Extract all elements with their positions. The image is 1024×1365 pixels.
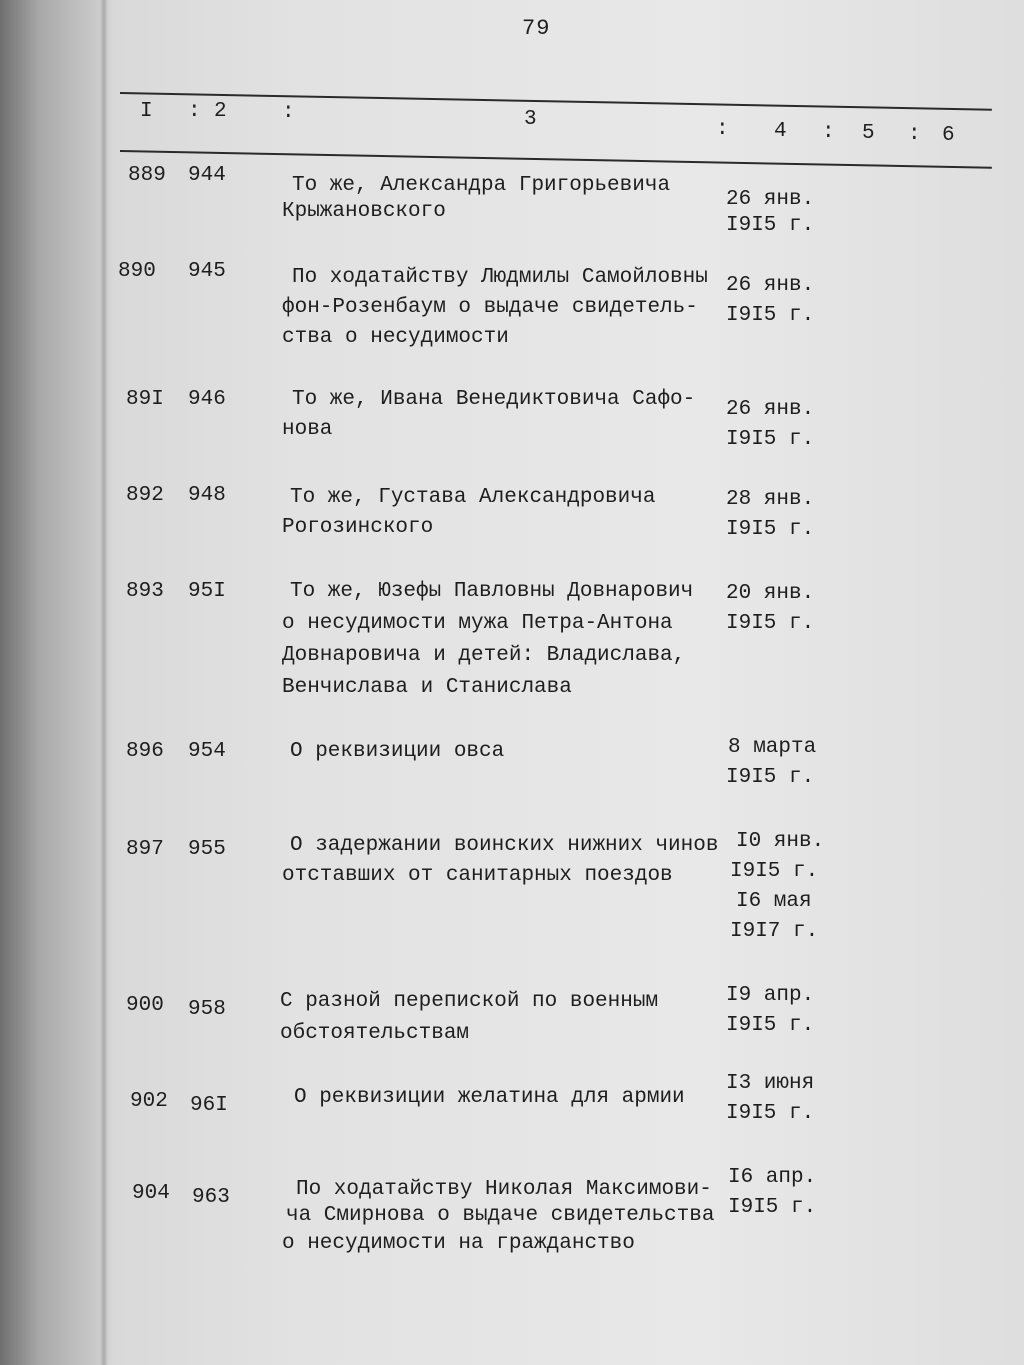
header-col-1: I: [140, 100, 153, 123]
row-10-date-line-2: I9I5 г.: [728, 1196, 817, 1219]
row-3-date-line-2: I9I5 г.: [726, 428, 815, 451]
row-9-date-line-1: I3 июня: [726, 1072, 815, 1095]
row-5-date-line-1: 20 янв.: [726, 582, 815, 605]
row-8-text-line-2: обстоятельствам: [280, 1022, 470, 1045]
header-col-2: 2: [214, 100, 227, 123]
row-9-text-line-1: О реквизиции желатина для армии: [294, 1086, 685, 1109]
row-2-col-1: 890: [118, 260, 156, 283]
row-9-date-line-2: I9I5 г.: [726, 1102, 815, 1125]
row-1-text-line-2: Крыжановского: [282, 200, 446, 223]
row-7-col-2: 955: [188, 838, 226, 861]
row-5-date-line-2: I9I5 г.: [726, 612, 815, 635]
row-8-date-line-2: I9I5 г.: [726, 1014, 815, 1037]
row-2-text-line-3: ства о несудимости: [282, 326, 509, 349]
header-sep-5: :: [908, 123, 921, 146]
row-8-text-line-1: С разной перепиской по военным: [280, 990, 659, 1013]
row-6-date-line-1: 8 марта: [728, 736, 817, 759]
row-7-text-line-2: отставших от санитарных поездов: [282, 864, 673, 887]
row-7-date-line-3: I6 мая: [736, 890, 812, 913]
header-sep-2: :: [282, 101, 295, 124]
row-10-col-2: 963: [192, 1186, 230, 1209]
row-7-date-line-4: I9I7 г.: [730, 920, 819, 943]
row-10-date-line-1: I6 апр.: [728, 1166, 817, 1189]
header-top-rule: [120, 92, 992, 111]
row-6-col-1: 896: [126, 740, 164, 763]
row-5-text-line-1: То же, Юзефы Павловны Довнарович: [290, 580, 694, 603]
row-4-text-line-1: То же, Густава Александровича: [290, 486, 656, 509]
row-3-col-2: 946: [188, 388, 226, 411]
row-5-text-line-2: о несудимости мужа Петра-Антона: [282, 612, 673, 635]
row-8-col-1: 900: [126, 994, 164, 1017]
row-6-date-line-2: I9I5 г.: [726, 766, 815, 789]
header-sep-4: :: [822, 121, 835, 144]
row-4-col-2: 948: [188, 484, 226, 507]
row-7-col-1: 897: [126, 838, 164, 861]
row-4-text-line-2: Рогозинского: [282, 516, 434, 539]
row-9-col-2: 96I: [190, 1094, 228, 1117]
row-7-text-line-1: О задержании воинских нижних чинов: [290, 834, 719, 857]
row-1-text-line-1: То же, Александра Григорьевича: [292, 174, 671, 197]
row-5-text-line-3: Довнаровича и детей: Владислава,: [282, 644, 686, 667]
row-5-col-1: 893: [126, 580, 164, 603]
header-col-6: 6: [942, 124, 955, 147]
header-col-5: 5: [862, 122, 875, 145]
header-col-3: 3: [524, 108, 537, 131]
row-1-col-2: 944: [188, 164, 226, 187]
row-3-text-line-1: То же, Ивана Венедиктовича Сафо-: [292, 388, 696, 411]
row-5-text-line-4: Венчислава и Станислава: [282, 676, 572, 699]
row-2-date-line-1: 26 янв.: [726, 274, 815, 297]
row-6-col-2: 954: [188, 740, 226, 763]
row-6-text-line-1: О реквизиции овса: [290, 740, 505, 763]
header-sep-3: :: [716, 118, 729, 141]
row-7-date-line-1: I0 янв.: [736, 830, 825, 853]
row-4-date-line-2: I9I5 г.: [726, 518, 815, 541]
binding-shadow: [100, 0, 108, 1365]
row-3-text-line-2: нова: [282, 418, 333, 441]
row-8-date-line-1: I9 апр.: [726, 984, 815, 1007]
row-10-text-line-3: о несудимости на гражданство: [282, 1232, 635, 1255]
row-10-text-line-1: По ходатайству Николая Максимови-: [296, 1178, 712, 1201]
row-2-text-line-2: фон-Розенбаум о выдаче свидетель-: [282, 296, 698, 319]
row-7-date-line-2: I9I5 г.: [730, 860, 819, 883]
row-1-date-line-2: I9I5 г.: [726, 214, 815, 237]
row-4-date-line-1: 28 янв.: [726, 488, 815, 511]
row-1-date-line-1: 26 янв.: [726, 188, 815, 211]
row-3-col-1: 89I: [126, 388, 164, 411]
header-sep-1: :: [188, 100, 201, 123]
row-8-col-2: 958: [188, 998, 226, 1021]
row-3-date-line-1: 26 янв.: [726, 398, 815, 421]
row-4-col-1: 892: [126, 484, 164, 507]
page-number: 79: [522, 16, 551, 41]
row-2-date-line-2: I9I5 г.: [726, 304, 815, 327]
header-bottom-rule: [120, 150, 992, 169]
row-5-col-2: 95I: [188, 580, 226, 603]
row-10-text-line-2: ча Смирнова о выдаче свидетельства: [286, 1204, 715, 1227]
row-9-col-1: 902: [130, 1090, 168, 1113]
row-10-col-1: 904: [132, 1182, 170, 1205]
row-1-col-1: 889: [128, 164, 166, 187]
row-2-text-line-1: По ходатайству Людмилы Самойловны: [292, 266, 708, 289]
row-2-col-2: 945: [188, 260, 226, 283]
header-col-4: 4: [774, 120, 787, 143]
